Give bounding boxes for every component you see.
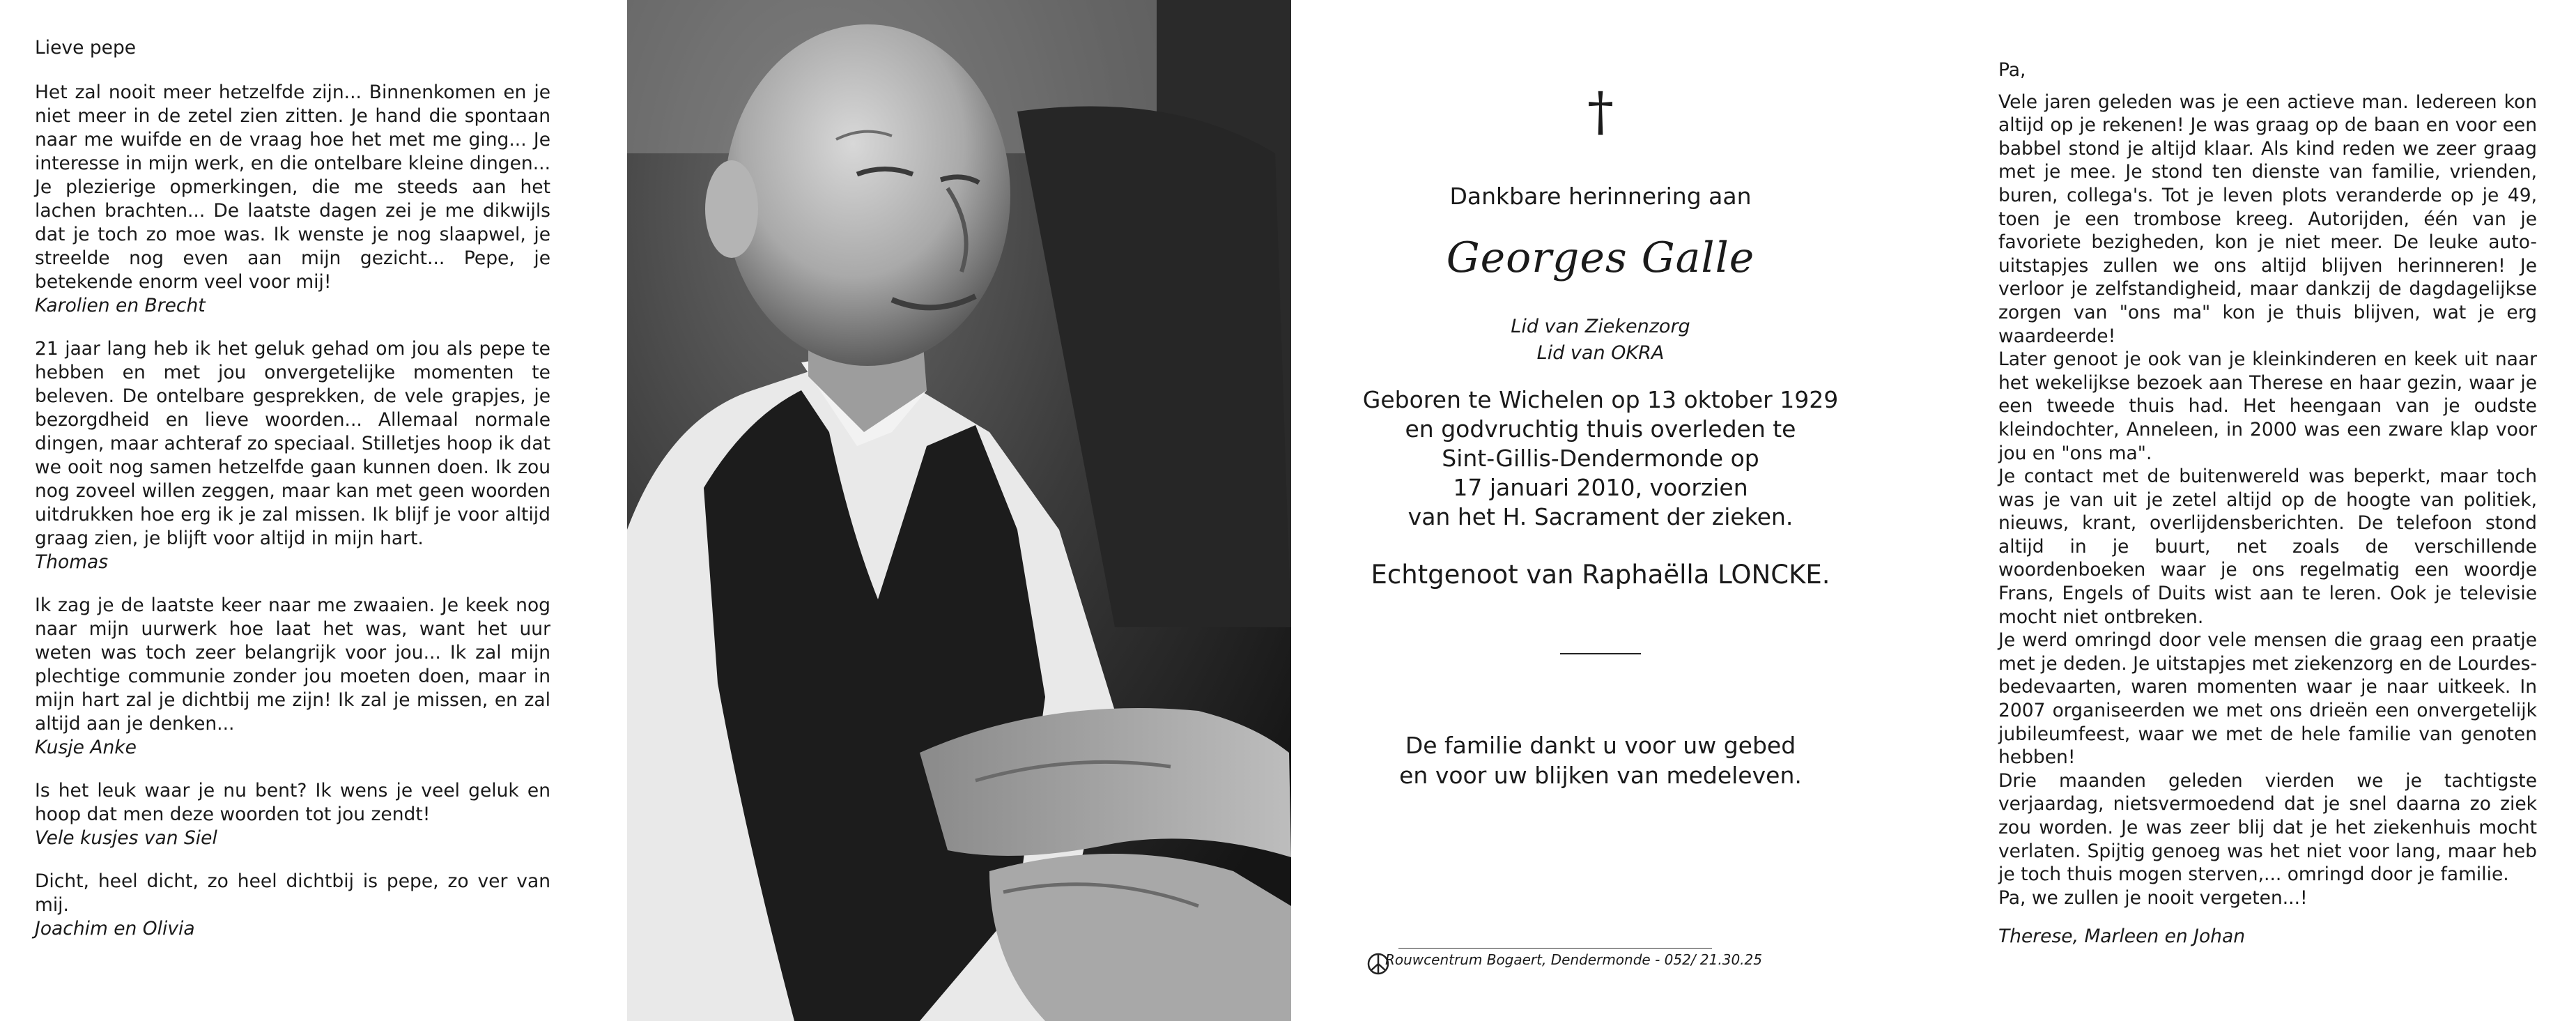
thanks-line: en voor uw blijken van medeleven. (1399, 762, 1802, 789)
memberships (1291, 314, 1910, 367)
message-text: Het zal nooit meer hetzelfde zijn... Binnenkomen en je niet meer in de zetel zien zitten. Je hand die spontaan naar me wuifde en de vraag hoe het met me ging... Je interesse in mijn werk, en die ontelbare kleine dingen... Je plezierige opmerkingen, die me steeds aan het lachen brachten... De laatste dagen zei je me dikwijls dat je toch zo moe was. Ik wenste je nog slaapwel, je streelde nog even aan mijn gezicht... Pepe, je betekende enorm veel voor mij! (35, 82, 550, 293)
closing-line: Pa, we zullen je nooit vergeten...! (1998, 886, 2308, 909)
message-block (35, 81, 550, 318)
message-text: Dicht, heel dicht, zo heel dichtbij is pepe, zo ver van mij. (35, 870, 550, 916)
divider (1560, 653, 1641, 654)
thanks-line: De familie dankt u voor uw gebed (1405, 732, 1796, 759)
membership-line: Lid van Ziekenzorg (1511, 316, 1690, 337)
intro-text: Dankbare herinnering aan (1449, 183, 1752, 210)
right-salutation: Pa, (1998, 59, 2026, 81)
funeral-home-credit: Rouwcentrum Bogaert, Dendermonde - 052/ 21.30.25 (1385, 951, 1762, 968)
memorial-card (1291, 0, 1910, 1021)
paragraph: Je werd omringd door vele mensen die graag een praatje met je deden. Je uitstapjes met ziekenzorg en de Lourdes-bedevaarten, waren momenten waar je naar uitkeek. In 2007 organiseerden we met ons drieën een onvergetelijk jubileumfeest, waar we met de hele familie van genoten hebben! (1998, 629, 2537, 769)
cross-icon: † (1587, 80, 1614, 142)
bio-line: Geboren te Wichelen op 13 oktober 1929 (1362, 386, 1839, 413)
bio-line: van het H. Sacrament der zieken. (1407, 503, 1794, 530)
bio-line: en godvruchtig thuis overleden te (1405, 415, 1796, 443)
message-block (35, 779, 550, 850)
message-text: 21 jaar lang heb ik het geluk gehad om jou als pepe te hebben en met jou onvergetelijke momenten te beleven. De ontelbare gesprekken, de vele grapjes, je bezorgdheid en lieve woorden... Allemaal normale dingen, maar achteraf zo speciaal. Stilletjes hoop ik dat we ooit nog samen hetzelfde gaan kunnen doen. Ik zou nog zoveel willen zeggen, maar kan met geen woorden uitdrukken hoe erg ik je zal missen. Ik blijf je voor altijd graag zien, je blijft voor altijd in mijn hart. (35, 338, 550, 549)
portrait-illustration (627, 0, 1291, 1021)
spouse-line: Echtgenoot van Raphaëlla LONCKE. (1371, 560, 1830, 590)
message-block (35, 594, 550, 760)
paragraph: Vele jaren geleden was je een actieve man. Iedereen kon altijd op je rekenen! Je was graag op de baan en voor een babbel stond je altijd klaar. Als kind reden we zeer graag met je mee. Je stond ten dienste van familie, vrienden, buren, collega's. Tot je leven plots veranderde op je 49, toen je een trombose kreeg. Autorijden, één van je favoriete bezigheden, kon je niet meer. De leuke auto-uitstapjes zullen we ons altijd blijven herinneren! Je verloor je zelfstandigheid, maar dankzij de dagdagelijkse zorgen van "ons ma" kon je thuis blijven, wat je erg waardeerde! (1998, 91, 2537, 347)
portrait-photo (627, 0, 1291, 1021)
footer-divider (1398, 948, 1712, 949)
message-block (35, 870, 550, 941)
deceased-name: Georges Galle (1446, 233, 1755, 282)
right-text-panel (1910, 0, 2576, 1021)
message-signature: Joachim en Olivia (35, 918, 195, 939)
message-signature: Karolien en Brecht (35, 295, 206, 316)
message-signature: Vele kusjes van Siel (35, 827, 217, 849)
message-signature: Kusje Anke (35, 737, 137, 758)
biography (1291, 385, 1910, 532)
paragraph: Drie maanden geleden vierden we je tachtigste verjaardag, nietsvermoedend dat je snel daarna zo ziek zou worden. Je was zeer blij dat je het ziekenhuis mocht verlaten. Spijtig genoeg was het niet voor lang, maar heb je toch thuis mogen sterven,... omringd door je familie. (1998, 769, 2537, 886)
membership-line: Lid van OKRA (1536, 342, 1665, 364)
left-text-panel (0, 0, 627, 1021)
bio-line: Sint-Gillis-Dendermonde op (1442, 445, 1759, 472)
message-signature: Thomas (35, 551, 109, 573)
paragraph: Je contact met de buitenwereld was beperkt, maar toch was je van uit je zetel altijd op de hoogte van politiek, nieuws, krant, overlijdensberichten. De telefoon stond altijd in je buurt, net zoals de verschillende woordenboeken waar je ons regelmatig een woordje Frans, Engels of Duits wist aan te leren. Ook je televisie mocht niet ontbreken. (1998, 466, 2537, 628)
message-text: Ik zag je de laatste keer naar me zwaaien. Je keek nog naar mijn uurwerk hoe laat het was, want het uur weten was toch zeer belangrijk voor jou... Ik zal mijn plechtige communie zonder jou moeten doen, maar in mijn hart zal je dichtbij me zijn! Ik zal je missen, en zal altijd aan je denken... (35, 594, 550, 735)
message-text: Is het leuk waar je nu bent? Ik wens je veel geluk en hoop dat men deze woorden tot jou zendt! (35, 780, 550, 825)
signature: Therese, Marleen en Johan (1998, 926, 2246, 948)
left-salutation: Lieve pepe (35, 37, 137, 59)
paragraph: Later genoot je ook van je kleinkinderen en keek uit naar het wekelijkse bezoek aan Therese en haar gezin, waar je een tweede thuis had. Het heengaan van je oudste kleindochter, Anneleen, in 2000 was een zware klap voor jou en "ons ma". (1998, 348, 2537, 464)
bio-line: 17 januari 2010, voorzien (1453, 474, 1748, 501)
thanks-text (1291, 730, 1910, 790)
message-block (35, 337, 550, 574)
